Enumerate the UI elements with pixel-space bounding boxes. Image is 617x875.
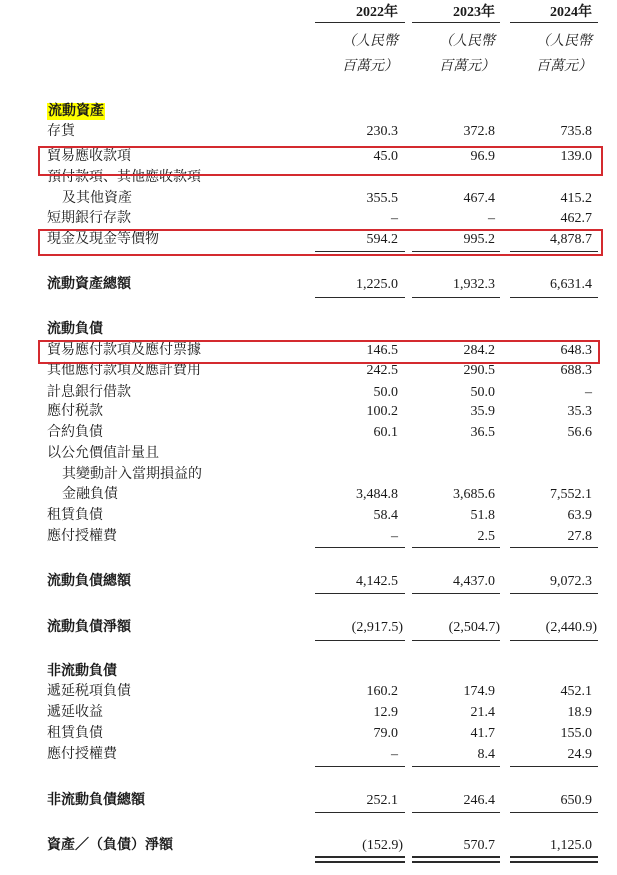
row-label: 以公允價值計量且	[47, 446, 159, 461]
row-lease-liabilities-current	[0, 506, 617, 526]
row-label: 流動負債總額	[47, 574, 131, 589]
row-total-current-assets	[0, 275, 617, 295]
value-2023: 41.7	[470, 726, 495, 741]
row-label: 流動負債淨額	[47, 620, 131, 635]
annotation-box-cash	[38, 229, 603, 256]
row-label: 租賃負債	[47, 726, 103, 741]
value-2024: 650.9	[560, 793, 592, 808]
double-underline-top	[510, 856, 598, 858]
row-label: 應付授權費	[47, 747, 117, 762]
row-label: 預付款項、其他應收款項	[47, 170, 201, 185]
total-underline	[412, 812, 500, 813]
row-total-current-liabilities	[0, 572, 617, 592]
value-2023: 4,437.0	[453, 574, 495, 589]
value-2023: 284.2	[463, 343, 495, 358]
value-2024: 462.7	[560, 211, 592, 226]
total-underline	[510, 297, 598, 298]
value-2022: (152.9)	[362, 838, 403, 853]
value-2023: 372.8	[463, 124, 495, 139]
total-underline	[412, 297, 500, 298]
annotation-box-trade-payables	[38, 340, 600, 364]
value-2023: 290.5	[463, 363, 495, 378]
total-underline	[412, 593, 500, 594]
value-2024: 139.0	[560, 149, 592, 164]
unit-label: 百萬元）	[439, 59, 495, 74]
unit-label: 百萬元）	[536, 59, 592, 74]
row-total-non-current-liabilities	[0, 791, 617, 811]
value-2022: 252.1	[366, 793, 398, 808]
value-2024: (2,440.9)	[545, 620, 597, 635]
row-label: 租賃負債	[47, 508, 103, 523]
section-non-current-liabilities	[0, 662, 617, 682]
value-2022: 60.1	[373, 425, 398, 440]
row-label: 流動資產總額	[47, 277, 131, 292]
row-label: 應付税款	[47, 404, 103, 419]
row-bank-borrowings	[0, 383, 617, 403]
value-2022: 1,225.0	[356, 277, 398, 292]
row-inventories	[0, 122, 617, 142]
value-2022: 3,484.8	[356, 487, 398, 502]
value-2024: 648.3	[560, 343, 592, 358]
unit-row-2	[0, 57, 617, 77]
row-financial-liabilities	[0, 485, 617, 505]
value-2023: 570.7	[463, 838, 495, 853]
value-2024: 27.8	[567, 529, 592, 544]
value-2022: 12.9	[373, 705, 398, 720]
unit-label: 百萬元）	[342, 59, 398, 74]
value-2024: 155.0	[560, 726, 592, 741]
row-label: 存貨	[47, 124, 75, 139]
section-heading: 流動負債	[47, 322, 103, 337]
value-2024: 18.9	[567, 705, 592, 720]
value-2023: (2,504.7)	[448, 620, 500, 635]
row-label: 其變動計入當期損益的	[62, 467, 202, 482]
value-2024: 415.2	[560, 191, 592, 206]
row-label: 遞延税項負債	[47, 684, 131, 699]
row-tax-payable	[0, 402, 617, 422]
double-underline-top	[412, 856, 500, 858]
value-2022: 100.2	[366, 404, 398, 419]
value-2024: 735.8	[560, 124, 592, 139]
value-2023: 51.8	[470, 508, 495, 523]
value-2024: 35.3	[567, 404, 592, 419]
value-2024: 688.3	[560, 363, 592, 378]
row-net-current-liabilities	[0, 618, 617, 638]
double-underline-bottom	[315, 861, 405, 863]
header-underline	[412, 22, 500, 23]
unit-label: （人民幣	[342, 34, 398, 49]
value-2024: 452.1	[560, 684, 592, 699]
value-2023: 174.9	[463, 684, 495, 699]
value-2023: –	[488, 211, 495, 226]
section-heading	[47, 102, 105, 122]
total-underline	[315, 812, 405, 813]
value-2023: 246.4	[463, 793, 495, 808]
value-2022: 230.3	[366, 124, 398, 139]
total-underline	[510, 593, 598, 594]
value-2023: 21.4	[470, 705, 495, 720]
value-2024: 56.6	[567, 425, 592, 440]
value-2022: –	[391, 211, 398, 226]
row-contract-liabilities	[0, 423, 617, 443]
value-2024: –	[585, 385, 592, 400]
section-current-liabilities	[0, 320, 617, 340]
year-2023-header: 2023年	[453, 5, 495, 20]
row-label: 及其他資產	[62, 191, 132, 206]
row-license-fees-non-current	[0, 745, 617, 765]
value-2024: 24.9	[567, 747, 592, 762]
value-2023: 50.0	[470, 385, 495, 400]
value-2022: –	[391, 747, 398, 762]
value-2024: 6,631.4	[550, 277, 592, 292]
value-2022: 50.0	[373, 385, 398, 400]
row-net-assets-liabilities	[0, 836, 617, 856]
value-2024: 9,072.3	[550, 574, 592, 589]
total-underline	[412, 640, 500, 641]
value-2023: 96.9	[470, 149, 495, 164]
value-2023: 36.5	[470, 425, 495, 440]
value-2022: 45.0	[373, 149, 398, 164]
value-2022: –	[391, 529, 398, 544]
value-2023: 35.9	[470, 404, 495, 419]
row-fvtpl-label-1	[0, 444, 617, 464]
row-label: 短期銀行存款	[47, 211, 131, 226]
row-label: 金融負債	[62, 487, 118, 502]
value-2023: 8.4	[477, 747, 495, 762]
value-2022: 160.2	[366, 684, 398, 699]
subtotal-underline	[412, 766, 500, 767]
value-2022: 4,142.5	[356, 574, 398, 589]
subtotal-underline	[412, 547, 500, 548]
annotation-box-trade-receivables	[38, 146, 603, 176]
unit-label: （人民幣	[536, 34, 592, 49]
value-2024: 1,125.0	[550, 838, 592, 853]
unit-row-1	[0, 32, 617, 52]
value-2023: 995.2	[463, 232, 495, 247]
row-label: 貿易應收款項	[47, 149, 131, 164]
subtotal-underline	[315, 766, 405, 767]
value-2022: 58.4	[373, 508, 398, 523]
section-current-assets	[0, 102, 617, 122]
total-underline	[510, 640, 598, 641]
row-label: 計息銀行借款	[47, 385, 131, 400]
double-underline-bottom	[412, 861, 500, 863]
total-underline	[315, 640, 405, 641]
header-underline	[510, 22, 598, 23]
row-label: 遞延收益	[47, 705, 103, 720]
row-label: 合約負債	[47, 425, 103, 440]
row-deferred-income	[0, 703, 617, 723]
value-2024: 63.9	[567, 508, 592, 523]
value-2024: 7,552.1	[550, 487, 592, 502]
double-underline-top	[315, 856, 405, 858]
value-2024: 4,878.7	[550, 232, 592, 247]
double-underline-bottom	[510, 861, 598, 863]
row-lease-liabilities-non-current	[0, 724, 617, 744]
highlighted-heading: 流動資產	[48, 104, 104, 119]
row-short-term-deposits	[0, 209, 617, 229]
row-label: 其他應付款項及應計費用	[47, 363, 201, 378]
year-2022-header: 2022年	[356, 5, 398, 20]
value-2023: 1,932.3	[453, 277, 495, 292]
row-label: 應付授權費	[47, 529, 117, 544]
row-deferred-tax-liabilities	[0, 682, 617, 702]
subtotal-underline	[510, 547, 598, 548]
value-2023: 467.4	[463, 191, 495, 206]
row-label: 貿易應付款項及應付票據	[47, 343, 201, 358]
row-label: 現金及現金等價物	[47, 232, 159, 247]
unit-label: （人民幣	[439, 34, 495, 49]
row-license-fees-current	[0, 527, 617, 547]
value-2023: 3,685.6	[453, 487, 495, 502]
total-underline	[315, 593, 405, 594]
value-2022: 355.5	[366, 191, 398, 206]
value-2022: 146.5	[366, 343, 398, 358]
year-2024-header: 2024年	[550, 5, 592, 20]
row-other-payables-accruals	[0, 361, 617, 381]
value-2022: 594.2	[366, 232, 398, 247]
header-underline	[315, 22, 405, 23]
subtotal-underline	[315, 547, 405, 548]
value-2022: (2,917.5)	[351, 620, 403, 635]
value-2022: 242.5	[366, 363, 398, 378]
section-heading: 非流動負債	[47, 664, 117, 679]
value-2023: 2.5	[477, 529, 495, 544]
row-label: 資產／（負債）淨額	[47, 838, 173, 853]
total-underline	[315, 297, 405, 298]
row-prepayments-other-assets	[0, 189, 617, 209]
year-header-row	[0, 3, 617, 23]
subtotal-underline	[510, 766, 598, 767]
row-label: 非流動負債總額	[47, 793, 145, 808]
total-underline	[510, 812, 598, 813]
value-2022: 79.0	[373, 726, 398, 741]
row-fvtpl-label-2	[0, 465, 617, 485]
